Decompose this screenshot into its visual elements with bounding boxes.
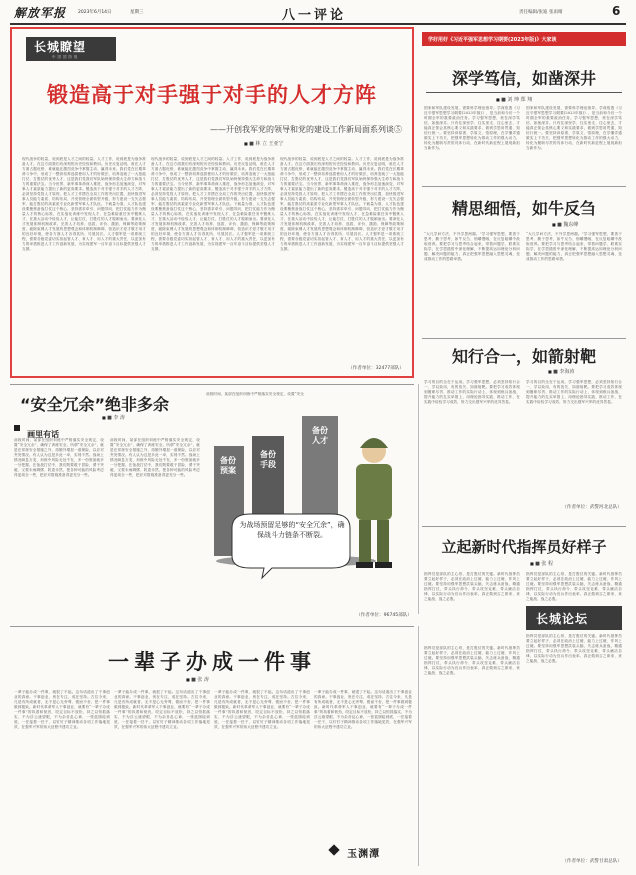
right-divider-1 [422,186,626,187]
cartoon-sign-1: 备份预案 [220,456,236,475]
mid-right-column-badge-label: 长城论坛 [536,612,589,626]
right-article-2-headline: 精思细悟，如牛反刍 [451,199,596,218]
cartoon-sign-3: 备份人才 [312,426,328,445]
mid-left-body-col-2: 前段时间，某部在组织训练中严格落实安全规定，设置“安全冗余”，确保了训练安全。所谓“安全冗余”，就是在常规安全措施之外，再额外增加一道保险，以应对突发情况。有人认为这是多此一举，实则不然。战场上情况瞬息万变，训练中风险无处不在，多一份准备就多一分把握。在备战打仗中，我们既要敢于冒险、勇于突破，又要未雨绸缪、防患未然，把各种可能的风险考虑得更周全一些，把应对措施准备得更充分一些。 [110,438,200,477]
series-banner [422,32,626,46]
cartoon-illustration [206,396,412,608]
mid-right-top-rule [422,526,626,527]
bottom-column-tag [330,842,410,858]
mid-left-footnote: （作者单位：96745部队） [356,613,412,618]
cartoon-soldier-leg-1 [359,520,371,564]
right-article-2-author: ■ ■ 魏东峰 [552,221,578,228]
bottom-body-col-4: 一辈子能办成一件事，就很了不起。这句话道出了干事创业的真谛。干事创业，贵在专注，成在坚持。古往今来，凡是有所成就者，无不是心无旁骛、锲而不舍，把一件事做到极致。新时代革命军人干事创业，就要有“一辈子办成一件事”的执着和韧劲，咬定目标不放松，持之以恒抓落实，不为浮云遮望眼，不为杂音乱心神，一张蓝图绘到底，一任接着一任干，以钉钉子精神推动各项工作落地见效，在强军兴军的伟大征程中建功立业。 [314,690,412,729]
bottom-column-tag-label: 玉渊潭 [347,849,381,860]
issue-date: 2023年6月14日 [78,10,112,15]
paper-name: 解放军报 [14,6,67,20]
cartoon-tag-label: 画里有话 [27,430,60,439]
bottom-column-tag-icon [328,844,339,855]
mid-left-body-col-1: 前段时间，某部在组织训练中严格落实安全规定，设置“安全冗余”，确保了训练安全。所谓“安全冗余”，就是在常规安全措施之外，再额外增加一道保险，以应对突发情况。有人认为这是多此一举，实则不然。战场上情况瞬息万变，训练中风险无处不在，多一份准备就多一分把握。在备战打仗中，我们既要敢于冒险、勇于突破，又要未雨绸缪、防患未然，把各种可能的风险考虑得更周全一些，把应对措施准备得更充分一些。 [14,438,104,477]
mid-left-author: ■ ■ 李 涛 [102,414,125,421]
editors: 责任编辑/张迪 张雨晴 [519,10,563,15]
cartoon-caption: 为战场预留足够的“安全冗余”，确保战斗力链条不断裂。 [239,521,345,539]
lead-subhead: ——开创我军党的领导和党的建设工作新局面系列谈⑤ [210,125,402,134]
cartoon-soldier-body [356,464,392,520]
series-banner-text: 学好用好《习近平强军思想学习纲要(2023年版)》大家谈 [428,37,557,43]
lead-author: ■ ■ 林 立 王亚宁 [244,140,284,147]
column-badge-sub: 中国国防报 [52,55,80,59]
right-article-1-body-col-2: 国家和军队建设发展，需要科学理论指导。学深悟透《习近平强军思想学习纲要(2023年版)》，是当前和今后一个时期全军的重要政治任务。学习强军思想，贵在深学笃信，如凿深井。只有往深里学、往实里走、往心里去，才能真正领会其核心要义和实践要求，做到学思用贯通、知信行统一。要坚持读原著、学原文、悟原理，在学懂弄通做实上下功夫，把强军思想转化为推动工作的强大动力，转化为履职尽责的具体行动，在新时代新征程上展现新担当新作为。 [526,106,622,150]
mid-left-body-col-3: 前段时间，某部在组织训练中严格落实安全规定，设置“安全 [206,392,304,396]
column-divider-right [418,384,419,614]
lead-footnote: （作者单位：32477部队） [348,366,404,371]
mid-right-body-col-1: 指挥员是部队的主心骨，是打胜仗的关键。新时代指挥员要立起好样子，必须在政治上过硬、能力上过硬、作风上过硬。要坚持用强军思想武装头脑，矢志练兵备战，精通指挥打仗，带头执行命令、带头攻坚克难、带头廉洁自律，以实际行动为官兵作出表率，真正做到召之即来、来之能战、战之必胜。 [424,572,520,601]
right-article-1-headline: 深学笃信，如凿深井 [451,69,596,88]
cartoon-soldier-leg-2 [377,520,389,564]
bottom-headline: 一辈子办成一件事 [108,650,316,674]
right-article-1-headline-rule [426,92,622,93]
right-article-3-body-col-2: 学习的目的全在于运用。学习强军思想，必须坚持知行合一、学以致用，有的放矢、如箭射靶。要把学习成效体现到履职尽责、推动工作的实际行动上，体现到练兵备战、提升能力的扎实举措上，用理论指导实践、推动工作，在实践中检验学习成效，努力交出强军兴军的优异答卷。 [526,380,622,404]
masthead-rule [10,23,626,25]
cartoon-soldier-boot-1 [356,562,373,568]
mid-right-headline: 立起新时代指挥员好样子 [441,538,607,556]
column-badge-top [26,37,116,61]
right-article-3-author: ■ ■ 李海涛 [548,368,574,375]
right-article-1-body-col-1: 国家和军队建设发展，需要科学理论指导。学深悟透《习近平强军思想学习纲要(2023年版)》，是当前和今后一个时期全军的重要政治任务。学习强军思想，贵在深学笃信，如凿深井。只有往深里学、往实里走、往心里去，才能真正领会其核心要义和实践要求，做到学思用贯通、知信行统一。要坚持读原著、学原文、悟原理，在学懂弄通做实上下功夫，把强军思想转化为推动工作的强大动力，转化为履职尽责的具体行动，在新时代新征程上展现新担当新作为。 [424,106,520,150]
mid-right-column-badge [526,606,622,630]
masthead [14,4,624,24]
bottom-body-col-3: 一辈子能办成一件事，就很了不起。这句话道出了干事创业的真谛。干事创业，贵在专注，成在坚持。古往今来，凡是有所成就者，无不是心无旁骛、锲而不舍，把一件事做到极致。新时代革命军人干事创业，就要有“一辈子办成一件事”的执着和韧劲，咬定目标不放松，持之以恒抓落实，不为浮云遮望眼，不为杂音乱心神，一张蓝图绘到底，一任接着一任干，以钉钉子精神推动各项工作落地见效，在强军兴军的伟大征程中建功立业。 [214,690,310,729]
cartoon-column-tag [14,422,74,439]
bottom-top-rule [10,626,414,627]
page-number: 6 [612,4,621,18]
mid-right-body-col-2: 指挥员是部队的主心骨，是打胜仗的关键。新时代指挥员要立起好样子，必须在政治上过硬、能力上过硬、作风上过硬。要坚持用强军思想武装头脑，矢志练兵备战，精通指挥打仗，带头执行命令、带头攻坚克难、带头廉洁自律，以实际行动为官兵作出表率，真正做到召之即来、来之能战、战之必胜。 [526,572,622,601]
bottom-author: ■ ■ 张 涛 [186,676,209,683]
mid-right-footnote: （作者单位：武警甘肃总队） [562,859,622,864]
right-article-3-body-col-1: 学习的目的全在于运用。学习强军思想，必须坚持知行合一、学以致用，有的放矢、如箭射靶。要把学习成效体现到履职尽责、推动工作的实际行动上，体现到练兵备战、提升能力的扎实举措上，用理论指导实践、推动工作，在实践中检验学习成效，努力交出强军兴军的优异答卷。 [424,380,520,404]
mid-right-body-col-4: 指挥员是部队的主心骨，是打胜仗的关键。新时代指挥员要立起好样子，必须在政治上过硬、能力上过硬、作风上过硬。要坚持用强军思想武装头脑，矢志练兵备战，精通指挥打仗，带头执行命令、带头攻坚克难、带头廉洁自律，以实际行动为官兵作出表率，真正做到召之即来、来之能战、战之必胜。 [526,634,622,663]
lead-body-col-2: 现代战争的较量，说到底是人才之间的较量。人才工作，说到底是为战争准备人才。在这方面我们有深刻的历史经验和教训。历史反复证明，谁在人才方面占据优势，谁就能在激烈竞争中掌握主动、赢得未来。我们党在长期革命斗争中，形成了一整套培养选拔使用人才的好做法，培养造就了一大批能打仗、打胜仗的优秀人才，这是我们党我们军队始终保持强大生命力和战斗力的重要法宝。当今世界，新军事革命深入推进，战争形态加速演变，对军事人才素质能力提出了新的更高要求。锻造高于对手强于对手的人才方阵，必须坚持党管人才原则，把人才工作摆在全局工作的突出位置，加快推进军事人员能力素质、结构布局、开发管理全面转型升级，努力建设一支矢志强军、能打胜仗的高素质专业化新型军事人才队伍。下载量为准，人才队伍建设要聚焦备战打仗这个核心，坚持需求牵引、问题导向，把打仗能力作为衡量人才的核心标准，在实战化训练中发现人才、在急难险重任务中锻炼人才、在重大活动中检验人才，让能打仗、打胜仗的人才脱颖而出。要深化人才发展体制机制改革，完善人才培养、选拔、评价、激励、保障等政策制度，破除束缚人才发展的思想观念和体制机制障碍，营造识才爱才敬才用才的良好环境，使各方面人才各得其所、尽展其长。人才强军是一项系统工程，需要各级党委切实担起管人才、育人才、用人才的重大责任，以更加有力的举措推进人才工作创新发展，为实现建军一百年奋斗目标提供坚强人才支撑。 [151,157,275,251]
right-divider-2 [422,338,626,339]
mid-right-body-col-3: 指挥员是部队的主心骨，是打胜仗的关键。新时代指挥员要立起好样子，必须在政治上过硬、能力上过硬、作风上过硬。要坚持用强军思想武装头脑，矢志练兵备战，精通指挥打仗，带头执行命令、带头攻坚克难、带头廉洁自律，以实际行动为官兵作出表率，真正做到召之即来、来之能战、战之必胜。 [424,646,520,675]
cartoon-tag-icon [14,425,20,431]
cartoon-sign-2: 备份手段 [260,450,276,469]
right-article-3-headline: 知行合一，如箭射靶 [451,347,596,366]
section-title: 八一评论 [282,8,347,23]
cartoon-soldier-boot-2 [375,562,392,568]
mid-left-top-rule [10,384,414,385]
mid-left-headline: “安全冗余”绝非多余 [20,395,170,414]
lead-body-col-3: 现代战争的较量，说到底是人才之间的较量。人才工作，说到底是为战争准备人才。在这方面我们有深刻的历史经验和教训。历史反复证明，谁在人才方面占据优势，谁就能在激烈竞争中掌握主动、赢得未来。我们党在长期革命斗争中，形成了一整套培养选拔使用人才的好做法，培养造就了一大批能打仗、打胜仗的优秀人才，这是我们党我们军队始终保持强大生命力和战斗力的重要法宝。当今世界，新军事革命深入推进，战争形态加速演变，对军事人才素质能力提出了新的更高要求。锻造高于对手强于对手的人才方阵，必须坚持党管人才原则，把人才工作摆在全局工作的突出位置，加快推进军事人员能力素质、结构布局、开发管理全面转型升级，努力建设一支矢志强军、能打胜仗的高素质专业化新型军事人才队伍。下载量为准，人才队伍建设要聚焦备战打仗这个核心，坚持需求牵引、问题导向，把打仗能力作为衡量人才的核心标准，在实战化训练中发现人才、在急难险重任务中锻炼人才、在重大活动中检验人才，让能打仗、打胜仗的人才脱颖而出。要深化人才发展体制机制改革，完善人才培养、选拔、评价、激励、保障等政策制度，破除束缚人才发展的思想观念和体制机制障碍，营造识才爱才敬才用才的良好环境，使各方面人才各得其所、尽展其长。人才强军是一项系统工程，需要各级党委切实担起管人才、育人才、用人才的重大责任，以更加有力的举措推进人才工作创新发展，为实现建军一百年奋斗目标提供坚强人才支撑。 [280,157,404,251]
issue-weekday: 星期三 [130,10,144,15]
lead-article-frame [10,27,414,378]
right-article-2-body-col-2: “大凡学问方法，不外学思两端。”学习强军思想，要善于思考、勤于思考，如牛反刍、细嚼慢咽，在反复咀嚼中汲取营养。要把学习与思考结合起来，带着问题学、联系实际学，在学思践悟中深化理解，不断提高运用理论分析问题、解决问题的能力，真正把强军思想融入思想灵魂，变成推动工作的思路举措。 [526,232,622,261]
lead-headline: 锻造高于对手强于对手的人才方阵 [47,83,377,107]
right-article-2-body-col-1: “大凡学问方法，不外学思两端。”学习强军思想，要善于思考、勤于思考，如牛反刍、细嚼慢咽，在反复咀嚼中汲取营养。要把学习与思考结合起来，带着问题学、联系实际学，在学思践悟中深化理解，不断提高运用理论分析问题、解决问题的能力，真正把强军思想融入思想灵魂，变成推动工作的思路举措。 [424,232,520,261]
right-article-1-author: ■ ■ 刘 坤 郑 翔 [496,96,532,103]
cartoon-svg [206,396,412,608]
column-badge-label: 长城瞭望 [34,40,87,54]
mid-right-author: ■ ■ 张 程 [530,560,553,567]
right-article-3-footnote: （作者单位：武警河北总队） [562,505,622,510]
lead-body-col-1: 现代战争的较量，说到底是人才之间的较量。人才工作，说到底是为战争准备人才。在这方面我们有深刻的历史经验和教训。历史反复证明，谁在人才方面占据优势，谁就能在激烈竞争中掌握主动、赢得未来。我们党在长期革命斗争中，形成了一整套培养选拔使用人才的好做法，培养造就了一大批能打仗、打胜仗的优秀人才，这是我们党我们军队始终保持强大生命力和战斗力的重要法宝。当今世界，新军事革命深入推进，战争形态加速演变，对军事人才素质能力提出了新的更高要求。锻造高于对手强于对手的人才方阵，必须坚持党管人才原则，把人才工作摆在全局工作的突出位置，加快推进军事人员能力素质、结构布局、开发管理全面转型升级，努力建设一支矢志强军、能打胜仗的高素质专业化新型军事人才队伍。下载量为准，人才队伍建设要聚焦备战打仗这个核心，坚持需求牵引、问题导向，把打仗能力作为衡量人才的核心标准，在实战化训练中发现人才、在急难险重任务中锻炼人才、在重大活动中检验人才，让能打仗、打胜仗的人才脱颖而出。要深化人才发展体制机制改革，完善人才培养、选拔、评价、激励、保障等政策制度，破除束缚人才发展的思想观念和体制机制障碍，营造识才爱才敬才用才的良好环境，使各方面人才各得其所、尽展其长。人才强军是一项系统工程，需要各级党委切实担起管人才、育人才、用人才的重大责任，以更加有力的举措推进人才工作创新发展，为实现建军一百年奋斗目标提供坚强人才支撑。 [22,157,146,251]
column-divider-bottom [418,626,419,866]
bottom-body-col-2: 一辈子能办成一件事，就很了不起。这句话道出了干事创业的真谛。干事创业，贵在专注，成在坚持。古往今来，凡是有所成就者，无不是心无旁骛、锲而不舍，把一件事做到极致。新时代革命军人干事创业，就要有“一辈子办成一件事”的执着和韧劲，咬定目标不放松，持之以恒抓落实，不为浮云遮望眼，不为杂音乱心神，一张蓝图绘到底，一任接着一任干，以钉钉子精神推动各项工作落地见效，在强军兴军的伟大征程中建功立业。 [114,690,210,729]
bottom-body-col-1: 一辈子能办成一件事，就很了不起。这句话道出了干事创业的真谛。干事创业，贵在专注，成在坚持。古往今来，凡是有所成就者，无不是心无旁骛、锲而不舍，把一件事做到极致。新时代革命军人干事创业，就要有“一辈子办成一件事”的执着和韧劲，咬定目标不放松，持之以恒抓落实，不为浮云遮望眼，不为杂音乱心神，一张蓝图绘到底，一任接着一任干，以钉钉子精神推动各项工作落地见效，在强军兴军的伟大征程中建功立业。 [14,690,110,729]
